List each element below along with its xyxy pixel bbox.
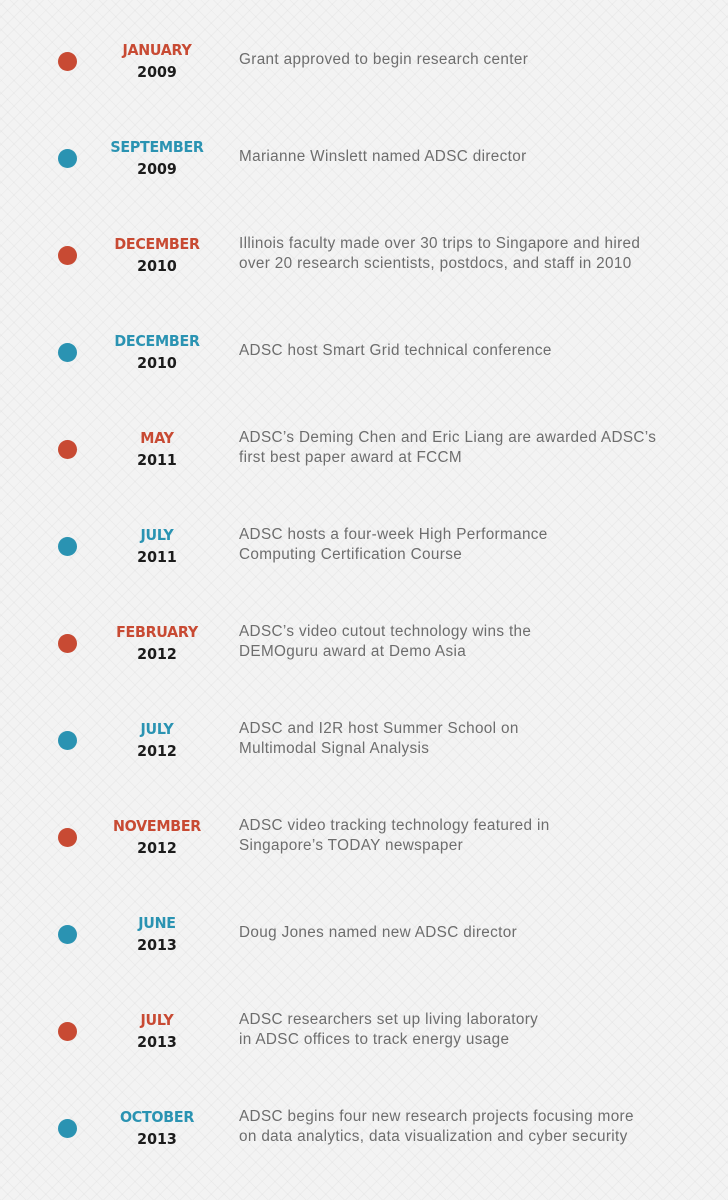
event-description: ADSC and I2R host Summer School on Multimodal Signal Analysis — [239, 720, 519, 757]
timeline-entry-dec-2010-a — [0, 212, 728, 308]
event-date — [102, 1106, 212, 1151]
timeline-dot — [58, 246, 77, 265]
event-year: 2009 — [137, 63, 177, 81]
event-description: ADSC host Smart Grid technical conference — [239, 342, 552, 359]
event-description: Illinois faculty made over 30 trips to Singapore and hired over 20 research scientists, postdocs, and staff in 2010 — [239, 235, 641, 272]
event-year: 2010 — [137, 354, 177, 372]
event-date — [102, 233, 212, 278]
event-month: NOVEMBER — [112, 817, 202, 835]
event-year: 2012 — [137, 645, 177, 663]
event-date — [102, 912, 212, 957]
event-year: 2013 — [137, 1033, 177, 1051]
timeline-entry-sep-2009 — [0, 115, 728, 211]
event-year: 2009 — [137, 160, 177, 178]
timeline-dot — [58, 731, 77, 750]
timeline-dot — [58, 537, 77, 556]
event-year: 2013 — [137, 936, 177, 954]
event-month: DECEMBER — [114, 332, 200, 350]
event-description: ADSC’s video cutout technology wins the DEMOguru award at Demo Asia — [239, 623, 532, 660]
timeline-entry-oct-2013 — [0, 1085, 728, 1181]
event-year: 2012 — [137, 839, 177, 857]
event-date — [102, 621, 212, 666]
event-month: JANUARY — [122, 41, 192, 59]
event-date — [102, 136, 212, 181]
timeline-dot — [58, 828, 77, 847]
event-month: DECEMBER — [114, 235, 200, 253]
event-date — [102, 524, 212, 569]
event-description: ADSC video tracking technology featured in Singapore’s TODAY newspaper — [239, 817, 550, 854]
timeline-entry-jul-2013 — [0, 988, 728, 1084]
timeline-dot — [58, 149, 77, 168]
timeline-dot — [58, 925, 77, 944]
event-year: 2013 — [137, 1130, 177, 1148]
event-date — [102, 39, 212, 84]
event-date — [102, 330, 212, 375]
event-month: FEBRUARY — [116, 623, 198, 641]
event-description: Grant approved to begin research center — [239, 51, 529, 68]
timeline-entry-jan-2009 — [0, 18, 728, 114]
timeline-entry-nov-2012 — [0, 794, 728, 890]
event-month: OCTOBER — [119, 1108, 195, 1126]
event-month: JULY — [140, 720, 174, 738]
event-month: MAY — [140, 429, 174, 447]
event-year: 2012 — [137, 742, 177, 760]
event-month: JUNE — [138, 914, 176, 932]
event-year: 2011 — [137, 548, 177, 566]
timeline-entry-jun-2013 — [0, 891, 728, 987]
timeline-entry-jul-2011 — [0, 503, 728, 599]
timeline-entry-may-2011 — [0, 406, 728, 502]
timeline-entry-dec-2010-b — [0, 309, 728, 405]
timeline-entry-jul-2012 — [0, 697, 728, 793]
event-description: ADSC researchers set up living laboratory in ADSC offices to track energy usage — [239, 1011, 539, 1048]
event-date — [102, 718, 212, 763]
event-month: SEPTEMBER — [110, 138, 204, 156]
timeline-dot — [58, 440, 77, 459]
timeline-dot — [58, 52, 77, 71]
event-month: JULY — [140, 526, 174, 544]
event-month: JULY — [140, 1011, 174, 1029]
timeline-dot — [58, 343, 77, 362]
event-date — [102, 1009, 212, 1054]
event-year: 2011 — [137, 451, 177, 469]
event-date — [102, 815, 212, 860]
timeline-dot — [58, 1119, 77, 1138]
event-date — [102, 427, 212, 472]
timeline-dot — [58, 1022, 77, 1041]
event-description: Marianne Winslett named ADSC director — [239, 148, 527, 165]
event-description: Doug Jones named new ADSC director — [239, 924, 518, 941]
timeline-entry-feb-2012 — [0, 600, 728, 696]
event-description: ADSC begins four new research projects focusing more on data analytics, data visualization and cyber security — [239, 1108, 634, 1145]
event-year: 2010 — [137, 257, 177, 275]
event-description: ADSC hosts a four-week High Performance Computing Certification Course — [239, 526, 548, 563]
timeline-dot — [58, 634, 77, 653]
event-description: ADSC’s Deming Chen and Eric Liang are awarded ADSC’s first best paper award at FCCM — [239, 429, 657, 466]
